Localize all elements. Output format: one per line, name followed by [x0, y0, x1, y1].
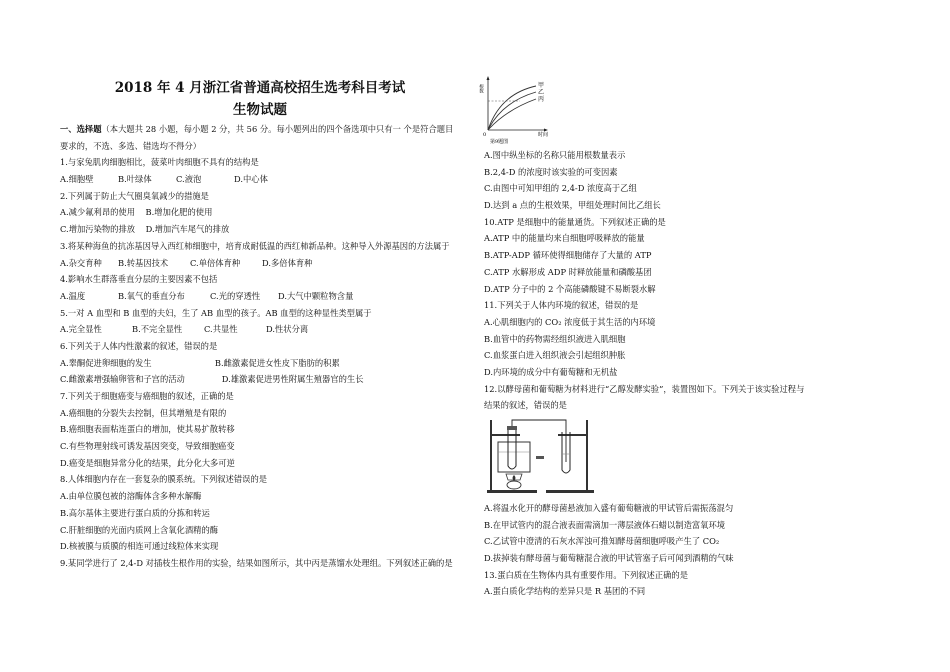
option-d: D.大气中颗粒物含量 [278, 290, 354, 301]
legend-jia: 甲 [538, 82, 545, 89]
legend-yi: 乙 [538, 89, 545, 96]
text-line: 结果的叙述，错误的是 [484, 400, 567, 411]
question-stem: 4.影响水生群落垂直分层的主要因素不包括 [60, 274, 218, 285]
question-stem: 3.将某种海鱼的抗冻基因导入西红柿细胞中，培育成耐低温的西红柿新品种。这种导入外源基因的方法属于 [60, 240, 450, 251]
question-stem: 5.一对 A 血型和 B 血型的夫妇，生了 AB 血型的孩子。AB 血型的这种显性类型属于 [60, 307, 372, 318]
text-line: D.内环境的成分中有葡萄糖和无机盐 [484, 366, 618, 377]
question-stem: 2.下列属于防止大气圈臭氧减少的措施是 [60, 190, 209, 201]
option-line: C.有些物理射线可诱发基因突变，导致细胞癌变 [60, 441, 235, 452]
option-c: C.单倍体育种 [190, 257, 241, 268]
option-c: C.液泡 [176, 174, 202, 185]
curve-jia [488, 86, 536, 130]
option-line: A.由单位膜包被的溶酶体含多种水解酶 [60, 491, 202, 502]
options-row [60, 288, 475, 305]
x-label: 时间 [538, 132, 549, 138]
text-line: B.ATP-ADP 循环使得细胞储存了大量的 ATP [484, 250, 652, 261]
question-list [60, 154, 475, 571]
text-line: D.ATP 分子中的 2 个高能磷酸键不易断裂水解 [484, 283, 656, 294]
option-c: C.共显性 [204, 324, 238, 335]
option-line: A.减少氟利昂的使用 B.增加化肥的使用 [60, 207, 213, 218]
text-line: C.血浆蛋白进入组织液会引起组织肿胀 [484, 350, 626, 361]
option-a: A.温度 [60, 290, 86, 301]
left-column [60, 121, 475, 572]
text-line: A.将温水化开的酵母菌悬液加入盛有葡萄糖液的甲试管后需振荡混匀 [484, 503, 734, 513]
stand-base-left [487, 490, 537, 493]
options-row [60, 321, 475, 338]
option-b: B.转基因技术 [118, 257, 169, 268]
exam-title: 2018 年 4 月浙江省普通高校招生选考科目考试 [114, 80, 406, 96]
option-d: D.性状分离 [266, 324, 309, 335]
curve-yi [488, 92, 536, 130]
right-column-top [484, 147, 904, 414]
option-line: C.雌激素增强输卵管和子宫的活动 D.雄激素促进男性附属生殖器官的生长 [60, 374, 364, 385]
options-row [60, 255, 475, 272]
option-line: B.高尔基体主要进行蛋白质的分拣和转运 [60, 507, 210, 518]
text-line: 10.ATP 是细胞中的能量通货。下列叙述正确的是 [484, 216, 666, 227]
option-line: D.癌变是细胞异常分化的结果，此分化大多可逆 [60, 457, 235, 468]
option-a: A.杂交育种 [60, 257, 102, 268]
option-d: D.多倍体育种 [262, 257, 313, 268]
figure-caption: 第9题图 [490, 139, 509, 145]
stand-rod-left [490, 420, 492, 490]
option-a: A.完全显性 [60, 324, 102, 335]
option-line: D.核被膜与质膜的相连可通过线粒体来实现 [60, 541, 219, 552]
text-line: 12.以酵母菌和葡萄糖为材料进行“乙醇发酵实验”，装置图如下。下列关于该实验过程与 [484, 383, 805, 394]
text-line: 13.蛋白质在生物体内具有重要作用。下列叙述正确的是 [484, 569, 689, 580]
section-intro-line: 一、选择题（本大题共 28 小题，每小题 2 分，共 56 分。每小题列出的四个备选项中只有一 个是符合题目 [60, 124, 454, 134]
question-stem: 6.下列关于人体内性激素的叙述，错误的是 [60, 340, 218, 351]
stand-rod-right [586, 420, 588, 490]
thermometer [536, 456, 544, 459]
option-line: C.肝脏细胞的光面内质网上含氧化酒精的酶 [60, 524, 219, 535]
origin-label: 0 [483, 132, 487, 138]
alcohol-lamp [507, 481, 521, 489]
stopper-jia [507, 426, 517, 430]
text-line: A.蛋白质化学结构的差异只是 R 基团的不同 [484, 586, 646, 597]
options-row [60, 171, 475, 188]
question-stem: 8.人体细胞内存在一套复杂的膜系统。下列叙述错误的是 [60, 474, 268, 485]
option-d: D.中心体 [234, 174, 268, 185]
text-line: B.在甲试管内的混合液表面需滴加一薄层液体石蜡以制造富氧环境 [484, 519, 726, 530]
y-label: 根数 [478, 84, 484, 93]
text-line: A.ATP 中的能量均来自细胞呼吸释放的能量 [484, 233, 645, 244]
stand-base-right [546, 490, 594, 493]
text-line: D.拔掉装有酵母菌与葡萄糖混合液的甲试管塞子后可闻到酒精的气味 [484, 553, 734, 564]
option-b: B.不完全显性 [132, 324, 183, 335]
option-line: A.睾酮促进卵细胞的发生 B.雌激素促进女性皮下脂肪的积累 [60, 357, 340, 368]
option-c: C.光的穿透性 [210, 290, 261, 301]
section-heading: 一、选择题 [60, 124, 102, 134]
connecting-tube [512, 420, 566, 462]
text-line: A.心肌细胞内的 CO₂ 浓度低于其生活的内环境 [484, 316, 656, 327]
question-stem: 9.某同学进行了 2,4-D 对插枝生根作用的实验，结果如图所示，其中丙是蒸馏水处理组。下列叙述正确的是 [60, 557, 453, 568]
text-line: C.乙试管中澄清的石灰水浑浊可推知酵母菌细胞呼吸产生了 CO₂ [484, 536, 720, 547]
question-stem: 1.与家兔肌肉细胞相比，菠菜叶肉细胞不具有的结构是 [60, 157, 259, 168]
option-b: B.叶绿体 [118, 174, 152, 185]
text-line: A.图中纵坐标的名称只能用根数量表示 [484, 150, 626, 160]
option-b: B.氧气的垂直分布 [118, 290, 185, 301]
subject-title: 生物试题 [233, 102, 287, 118]
question-stem: 7.下列关于细胞癌变与癌细胞的叙述，正确的是 [60, 391, 234, 401]
fermentation-apparatus-figure [486, 412, 596, 494]
legend-bing: 丙 [538, 96, 545, 103]
section-intro-line: 要求的，不选、多选、错选均不得分） [60, 140, 202, 151]
y-axis-arrow [487, 76, 490, 80]
option-line: A.癌细胞的分裂失去控制，但其增殖是有限的 [60, 407, 227, 418]
text-line: D.达到 a 点的生根效果，甲组处理时间比乙组长 [484, 200, 661, 211]
text-line: B.2,4-D 的浓度时该实验的可变因素 [484, 166, 618, 177]
text-line: C.由图中可知甲组的 2,4-D 浓度高于乙组 [484, 183, 637, 194]
water-bath-beaker [498, 442, 530, 472]
text-line: C.ATP 水解形成 ADP 时释放能量和磷酸基团 [484, 266, 652, 277]
figure-9-chart [480, 74, 560, 146]
option-line: C.增加污染物的排放 D.增加汽车尾气的排放 [60, 224, 230, 235]
option-a: A.细胞壁 [60, 174, 94, 185]
right-column-bottom [484, 500, 904, 600]
option-line: B.癌细胞表面粘连蛋白的增加，使其易扩散转移 [60, 424, 235, 435]
text-line: 11.下列关于人体内环境的叙述，错误的是 [484, 300, 639, 311]
text-line: B.血管中的药物需经组织液进入肌细胞 [484, 333, 626, 344]
